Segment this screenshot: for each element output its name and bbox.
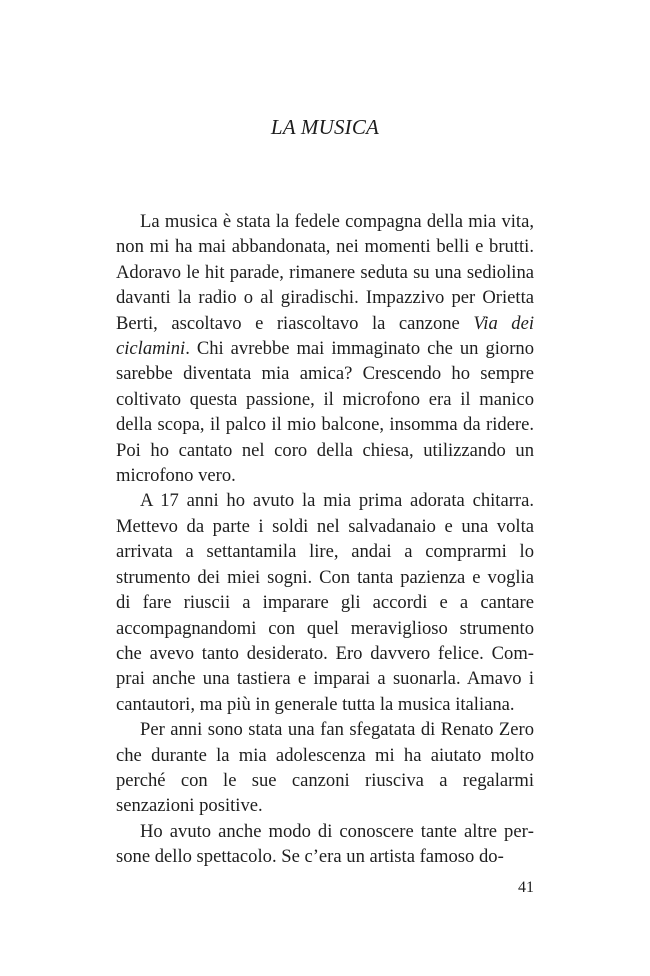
paragraph-2: A 17 anni ho avuto la mia prima adorata chitarra. Mettevo da parte i soldi nel salvadanaio e una volta arrivata a settantamila lire, andai a comprarmi lo strumento dei miei sogni. Con tanta pazienza e voglia di fare riuscii a imparare gli accordi e a cantare accompagnandomi con quel meraviglioso strumento che avevo tanto desiderato. Ero davvero felice. Comprai anche una tastiera e imparai a suonarla. Amavo i cantautori, ma più in generale tutta la musica italiana. [116, 490, 534, 715]
paragraph-1-text-end: . Chi avrebbe mai immaginato che un giorno sarebbe diventata mia amica? Crescendo ho sempre coltivato questa passione, il microfono era il manico della scopa, il palco il mio balcone, insomma da ridere. Poi ho cantato nel coro della chiesa, utilizzando un microfono vero. [116, 338, 534, 487]
paragraph-1 [116, 209, 534, 488]
page-number: 41 [518, 879, 534, 896]
paragraph-1-text-start: La musica è stata la fedele compagna della mia vita, non mi ha mai abbandonata, nei momenti belli e brutti. Adoravo le hit parade, rimanere seduta su una sediolina davanti la radio o al giradischi. Impazzivo per Orietta Berti, ascoltavo e riascoltavo la canzone [116, 211, 534, 334]
chapter-body [116, 209, 534, 870]
paragraph-4: Ho avuto anche modo di conoscere tante altre persone dello spettacolo. Se c’era un artista famoso do- [116, 820, 534, 868]
chapter-title: LA MUSICA [270, 115, 380, 139]
song-title: Via dei ciclamini [116, 312, 534, 360]
paragraph-3: Per anni sono stata una fan sfegatata di Renato Zero che durante la mia adolescenza mi ha aiutato molto perché con le sue canzoni riusciva a regalarmi senzazioni positive. [116, 719, 534, 817]
